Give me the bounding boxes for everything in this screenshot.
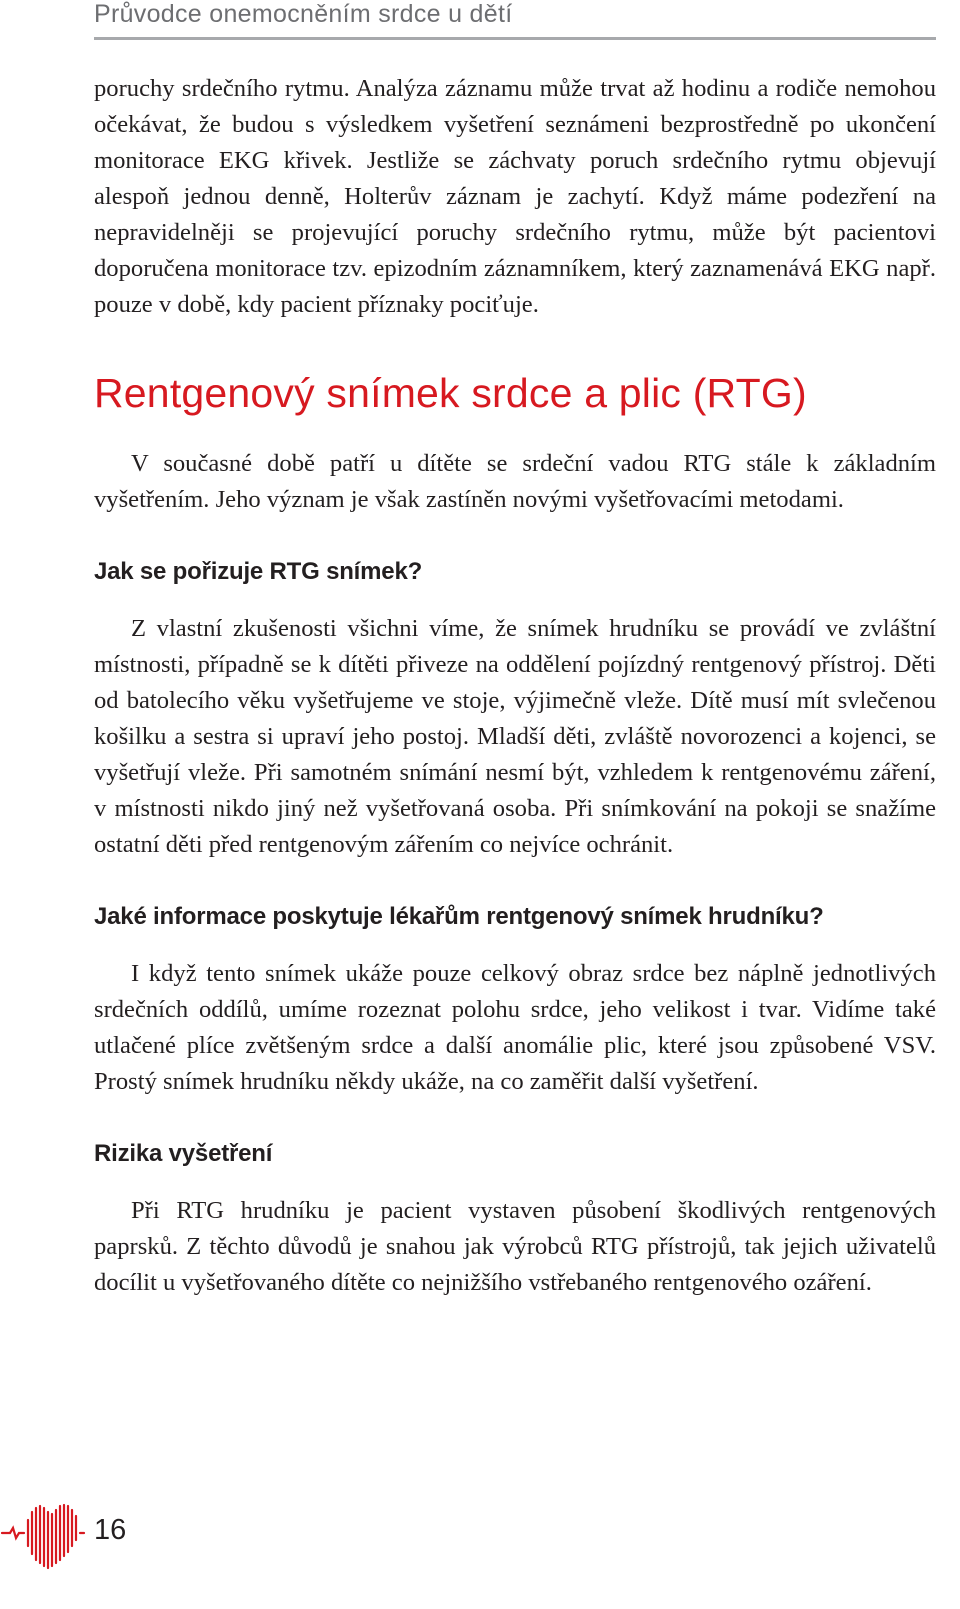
page-content (94, 70, 936, 1301)
subsection-heading-acquisition: Jak se pořizuje RTG snímek? (94, 558, 423, 585)
page-number: 16 (94, 1514, 127, 1546)
running-header: Průvodce onemocněním srdce u dětí (94, 0, 513, 28)
section-intro-paragraph: V současné době patří u dítěte se srdeční vadou RTG stále k základním vyšetřením. Jeho význam je však zastíněn novými vyšetřovacími metodami. (94, 450, 936, 513)
subsection-text-risks: Při RTG hrudníku je pacient vystaven působení škodlivých rentgenových paprsků. Z těchto důvodů je snahou jak výrobců RTG přístrojů, tak jejich uživatelů docílit u vyšetřovaného dítěte co nejnižšího vstřebaného rentgenového ozáření. (94, 1197, 936, 1296)
heartbeat-heart-icon (0, 1500, 100, 1570)
subsection-text-acquisition: Z vlastní zkušenosti všichni víme, že snímek hrudníku se provádí ve zvláštní místnosti, případně se k dítěti přiveze na oddělení pojízdný rentgenový přístroj. Děti od batolecího věku vyšetřujeme ve stoje, výjimečně vleže. Dítě musí mít svlečenou košilku a sestra si upraví jeho postoj. Mladší děti, zvláště novorozenci a kojenci, se vyšetřují vleže. Při samotném snímání nesmí být, vzhledem k rentgenovému záření, v místnosti nikdo jiný než vyšetřovaná osoba. Při snímkování na pokoji se snažíme ostatní děti před rentgenovým zářením co nejvíce ochránit. (94, 615, 936, 858)
subsection-heading-information: Jaké informace poskytuje lékařům rentgenový snímek hrudníku? (94, 903, 824, 930)
section-title: Rentgenový snímek srdce a plic (RTG) (94, 370, 807, 416)
intro-paragraph: poruchy srdečního rytmu. Analýza záznamu může trvat až hodinu a rodiče nemohou očekávat, že budou s výsledkem vyšetření seznámeni bezprostředně po ukončení monitorace EKG křivek. Jestliže se záchvaty poruch srdečního rytmu objevují alespoň jednou denně, Holterův záznam je zachytí. Když máme podezření na nepravidelněji se projevující poruchy srdečního rytmu, může být pacientovi doporučena monitorace tzv. epizodním záznamníkem, který zaznamenává EKG např. pouze v době, kdy pacient příznaky pociťuje. (94, 75, 936, 318)
subsection-text-information: I když tento snímek ukáže pouze celkový obraz srdce bez náplně jednotlivých srdečních oddílů, umíme rozeznat polohu srdce, jeho velikost i tvar. Vidíme také utlačené plíce zvětšeným srdce a další anomálie plic, které jsou způsobené VSV. Prostý snímek hrudníku někdy ukáže, na co zaměřit další vyšetření. (94, 960, 936, 1095)
header-divider (94, 37, 936, 40)
subsection-heading-risks: Rizika vyšetření (94, 1140, 273, 1167)
